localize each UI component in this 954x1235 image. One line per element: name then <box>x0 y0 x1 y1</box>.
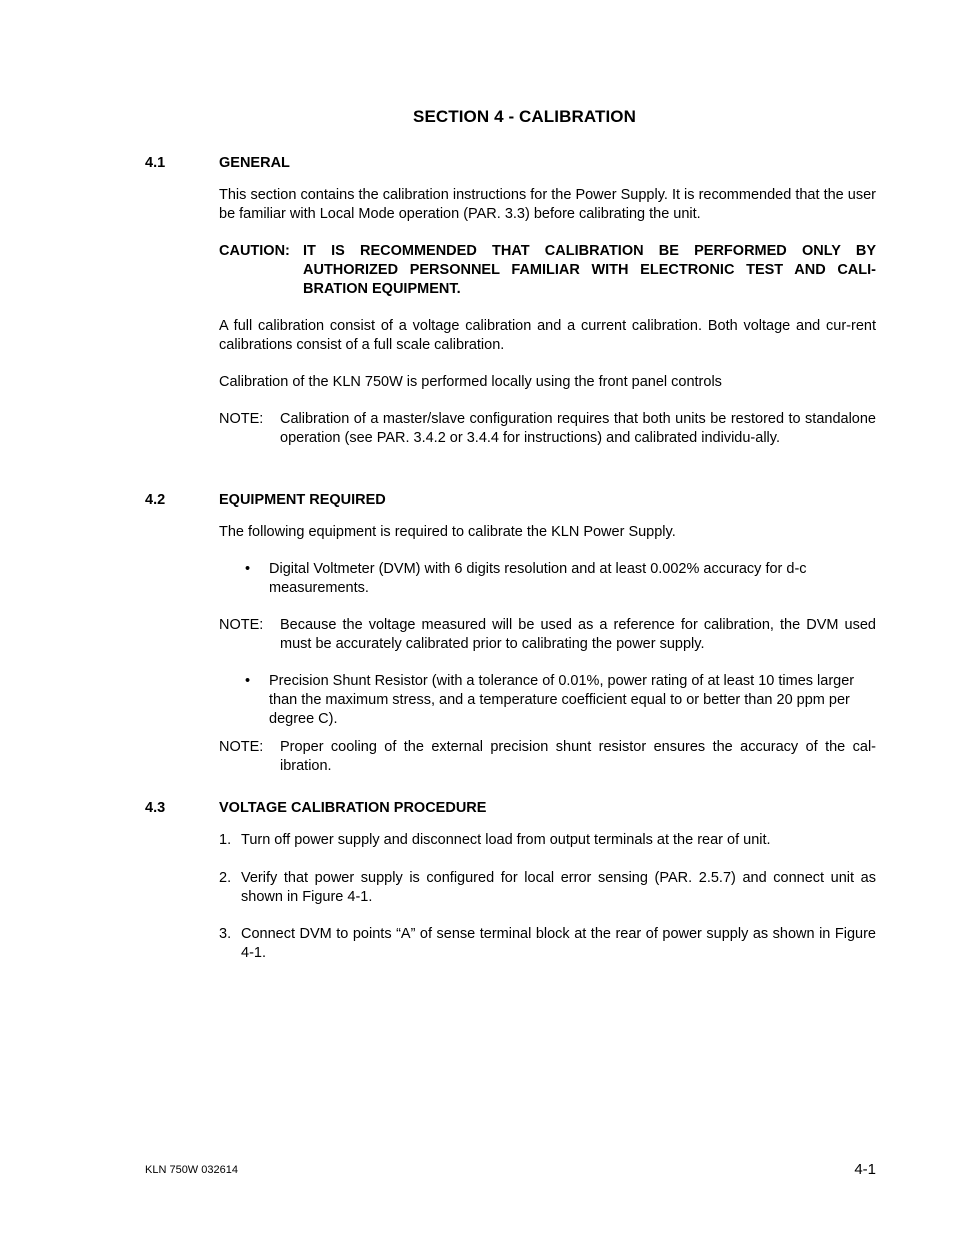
note-dvm-calibration <box>219 616 876 654</box>
heading-number: 4.1 <box>145 155 166 171</box>
note-shunt-cooling <box>219 738 876 776</box>
general-paragraph-3: Calibration of the KLN 750W is performed locally using the front panel controls <box>219 374 722 390</box>
note-text: Because the voltage measured will be used as a reference for calibration, the DVM used must be accurately calibrated prior to calibrating the power supply. <box>280 617 876 652</box>
note-text: Calibration of a master/slave configuration requires that both units be restored to standalone operation (see PAR. 3.4.2 or 3.4.4 for instructions) and calibrated individu-ally. <box>280 411 876 446</box>
step-number: 2. <box>219 870 232 886</box>
footer-page-number: 4-1 <box>854 1161 876 1178</box>
caution-block <box>219 242 876 299</box>
general-paragraph-2: A full calibration consist of a voltage calibration and a current calibration. Both voltage and cur-rent calibrations consist of a full scale calibration. <box>219 318 876 353</box>
heading-4-1 <box>145 155 290 171</box>
procedure-step <box>219 869 876 907</box>
bullet-text: Precision Shunt Resistor (with a tolerance of 0.01%, power rating of at least 10 times larger than the maximum stress, and a temperature coefficient equal to or better than 20 ppm per degree C). <box>269 673 855 727</box>
equipment-intro: The following equipment is required to calibrate the KLN Power Supply. <box>219 524 676 540</box>
bullet-mark: • <box>245 673 251 689</box>
procedure-step <box>219 831 876 850</box>
step-text: Connect DVM to points “A” of sense terminal block at the rear of power supply as shown in Figure 4-1. <box>241 926 876 961</box>
heading-title: VOLTAGE CALIBRATION PROCEDURE <box>219 800 487 816</box>
section-title: SECTION 4 - CALIBRATION <box>413 107 636 126</box>
bullet-dvm <box>245 560 876 598</box>
step-number: 3. <box>219 926 232 942</box>
procedure-step <box>219 925 876 963</box>
caution-text: IT IS RECOMMENDED THAT CALIBRATION BE PERFORMED ONLY BY AUTHORIZED PERSONNEL FAMILIAR WITH ELECTRONIC TEST AND CALI-BRATION EQUIPMENT. <box>303 243 876 297</box>
step-number: 1. <box>219 832 232 848</box>
bullet-mark: • <box>245 561 251 577</box>
heading-number: 4.2 <box>145 492 166 508</box>
heading-4-2 <box>145 492 386 508</box>
caution-label: CAUTION: <box>219 243 290 259</box>
heading-4-3 <box>145 800 486 816</box>
heading-title: EQUIPMENT REQUIRED <box>219 492 386 508</box>
note-master-slave <box>219 410 876 448</box>
heading-title: GENERAL <box>219 155 290 171</box>
note-label: NOTE: <box>219 411 264 427</box>
note-text: Proper cooling of the external precision shunt resistor ensures the accuracy of the cal-ibration. <box>280 739 876 774</box>
footer-doc-id: KLN 750W 032614 <box>145 1164 238 1176</box>
step-text: Verify that power supply is configured for local error sensing (PAR. 2.5.7) and connect unit as shown in Figure 4-1. <box>241 870 876 905</box>
general-paragraph-1: This section contains the calibration instructions for the Power Supply. It is recommended that the user be familiar with Local Mode operation (PAR. 3.3) before calibrating the unit. <box>219 187 876 222</box>
bullet-shunt-resistor <box>245 672 876 729</box>
heading-number: 4.3 <box>145 800 166 816</box>
note-label: NOTE: <box>219 617 264 633</box>
bullet-text: Digital Voltmeter (DVM) with 6 digits resolution and at least 0.002% accuracy for d-c measurements. <box>269 561 807 596</box>
note-label: NOTE: <box>219 739 264 755</box>
step-text: Turn off power supply and disconnect load from output terminals at the rear of unit. <box>241 832 771 848</box>
